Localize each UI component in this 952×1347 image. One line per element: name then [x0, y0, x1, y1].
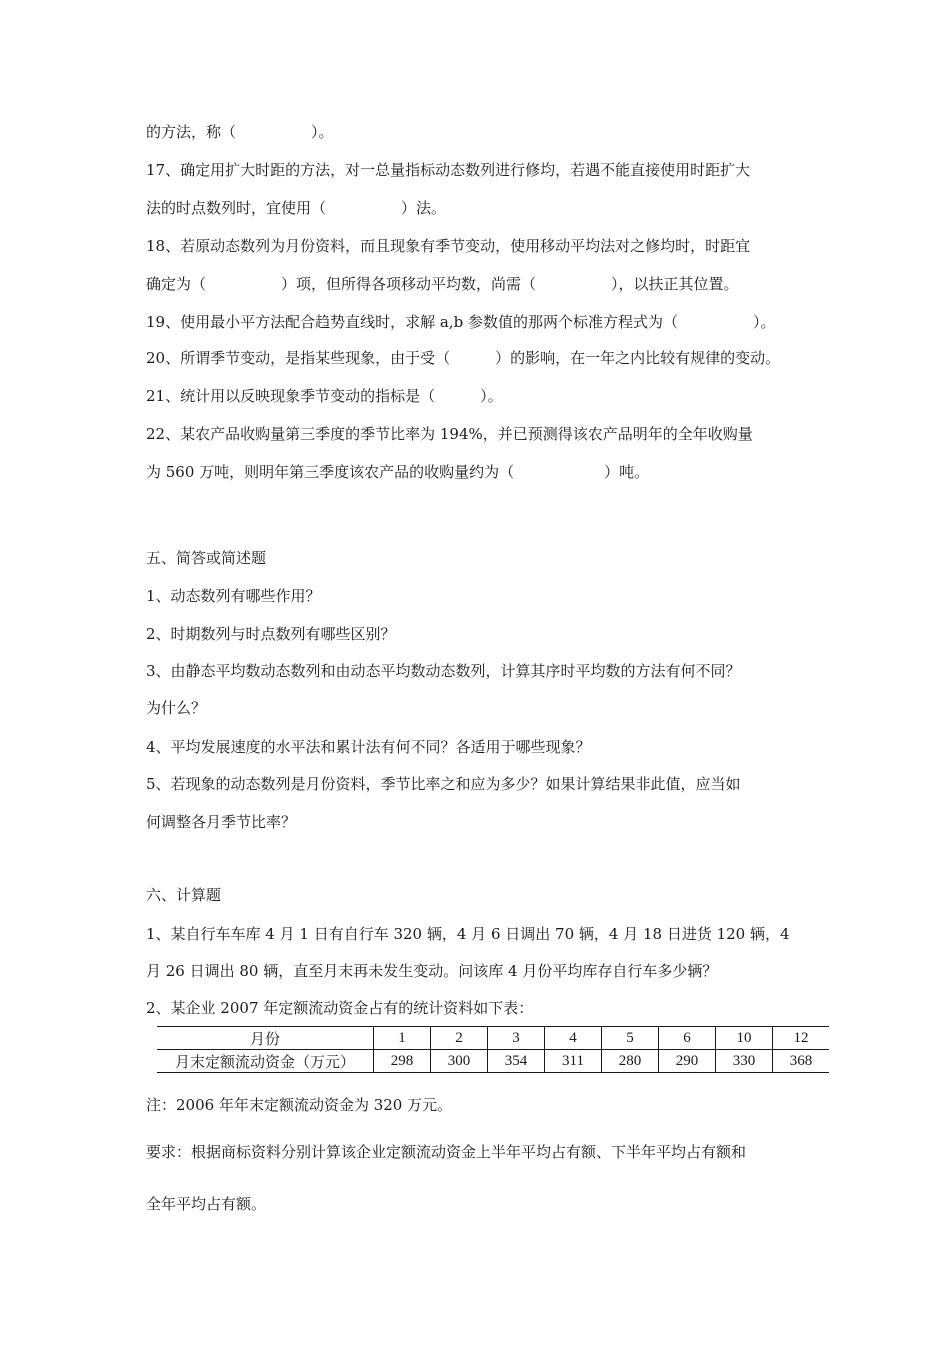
table-header-cell: 3 — [488, 1027, 545, 1050]
question: 5、若现象的动态数列是月份资料，季节比率之和应为多少？如果计算结果非此值，应当如 — [146, 775, 741, 793]
requirement-line: 要求：根据商标资料分别计算该企业定额流动资金上半年平均占有额、下半年平均占有额和 — [146, 1143, 747, 1161]
data-table — [157, 1026, 829, 1073]
table-header-cell: 6 — [659, 1027, 716, 1050]
text-line: 22、某农产品收购量第三季度的季节比率为 194%，并已预测得该农产品明年的全年收购量 — [146, 425, 753, 443]
section-heading: 五、简答或简述题 — [146, 549, 267, 567]
text-line: 的方法，称（ ）。 — [146, 123, 334, 141]
table-cell: 311 — [545, 1050, 602, 1073]
text-line: 为 560 万吨，则明年第三季度该农产品的收购量约为（ ）吨。 — [146, 463, 650, 481]
question: 2、某企业 2007 年定额流动资金占有的统计资料如下表： — [146, 999, 534, 1017]
question: 2、时期数列与时点数列有哪些区别？ — [146, 625, 396, 643]
table-header-cell: 10 — [716, 1027, 773, 1050]
table-cell: 280 — [602, 1050, 659, 1073]
table-header-cell: 2 — [431, 1027, 488, 1050]
table-cell: 290 — [659, 1050, 716, 1073]
table-header-cell: 12 — [773, 1027, 830, 1050]
table-cell: 368 — [773, 1050, 830, 1073]
section-heading: 六、计算题 — [146, 886, 222, 904]
table-row — [157, 1050, 829, 1073]
text-line: 18、若原动态数列为月份资料，而且现象有季节变动，使用移动平均法对之修均时，时距宜 — [146, 237, 751, 255]
text-line: 21、统计用以反映现象季节变动的指标是（ ）。 — [146, 387, 503, 405]
table-header-cell: 4 — [545, 1027, 602, 1050]
text-line: 确定为（ ）项，但所得各项移动平均数，尚需（ ），以扶正其位置。 — [146, 275, 739, 293]
table-row-label: 月末定额流动资金（万元） — [157, 1050, 374, 1073]
table-cell: 300 — [431, 1050, 488, 1073]
question: 4、平均发展速度的水平法和累计法有何不同？各适用于哪些现象？ — [146, 738, 591, 756]
question: 1、某自行车车库 4 月 1 日有自行车 320 辆，4 月 6 日调出 70 辆，4 月 18 日进货 120 辆，4 — [146, 925, 790, 943]
text-line: 19、使用最小平方法配合趋势直线时，求解 a,b 参数值的那两个标准方程式为（ ）。 — [146, 313, 776, 331]
question: 何调整各月季节比率？ — [146, 813, 297, 831]
question: 3、由静态平均数动态数列和由动态平均数动态数列，计算其序时平均数的方法有何不同？ — [146, 662, 741, 680]
note: 注：2006 年年末定额流动资金为 320 万元。 — [146, 1096, 453, 1114]
question: 月 26 日调出 80 辆，直至月末再未发生变动。问该库 4 月份平均库存自行车多少辆？ — [146, 962, 718, 980]
table-cell: 354 — [488, 1050, 545, 1073]
text-line: 法的时点数列时，宜使用（ ）法。 — [146, 199, 447, 217]
table-header-row — [157, 1027, 829, 1050]
text-line: 17、确定用扩大时距的方法，对一总量指标动态数列进行修均，若遇不能直接使用时距扩大 — [146, 161, 751, 179]
question: 1、动态数列有哪些作用？ — [146, 587, 321, 605]
requirement-line: 全年平均占有额。 — [146, 1195, 267, 1213]
table-cell: 298 — [374, 1050, 431, 1073]
table-header-cell: 5 — [602, 1027, 659, 1050]
table-header-cell: 1 — [374, 1027, 431, 1050]
table-cell: 330 — [716, 1050, 773, 1073]
text-line: 20、所谓季节变动，是指某些现象，由于受（ ）的影响，在一年之内比较有规律的变动。 — [146, 349, 781, 367]
question: 为什么？ — [146, 699, 207, 717]
table-header-label: 月份 — [157, 1027, 374, 1050]
